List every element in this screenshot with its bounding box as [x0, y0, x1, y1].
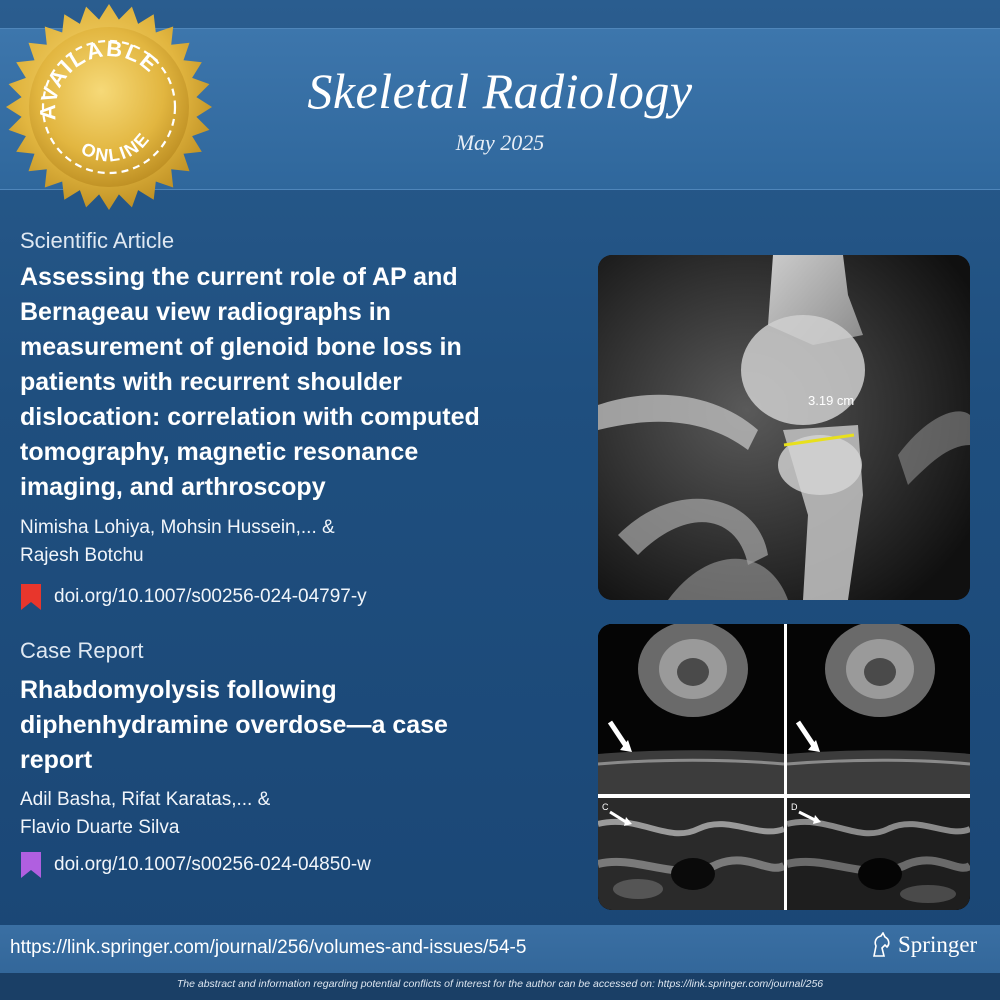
- authors-2: [20, 786, 270, 842]
- article-title-1-line: imaging, and arthroscopy: [20, 473, 326, 501]
- measurement-label: 3.19 cm: [808, 393, 855, 408]
- authors-2-line: Flavio Duarte Silva: [20, 817, 180, 838]
- issue-url-link[interactable]: https://link.springer.com/journal/256/volumes-and-issues/54-5: [10, 937, 527, 958]
- article-title-2-line: Rhabdomyolysis following: [20, 676, 337, 704]
- disclaimer-text: The abstract and information regarding potential conflicts of interest for the author can be accessed on: https://link.springer.com/journal/256: [0, 973, 1000, 1000]
- springer-logo: [868, 932, 977, 958]
- doi-link-1[interactable]: doi.org/10.1007/s00256-024-04797-y: [54, 586, 367, 607]
- panel-label-d: D: [791, 802, 798, 812]
- seal-text-top: AVAILABLE: [35, 35, 164, 121]
- doi-row-1[interactable]: [20, 584, 367, 610]
- authors-2-line: Adil Basha, Rifat Karatas,... &: [20, 789, 271, 810]
- panel-label-c: C: [602, 802, 609, 812]
- available-online-seal-icon: [4, 2, 214, 212]
- article-title-1-line: measurement of glenoid bone loss in: [20, 333, 462, 361]
- doi-row-2[interactable]: [20, 852, 371, 878]
- article-title-1-line: patients with recurrent shoulder: [20, 368, 403, 396]
- article-type-2: Case Report: [20, 638, 144, 663]
- authors-1: [20, 514, 335, 570]
- doi-link-2[interactable]: doi.org/10.1007/s00256-024-04850-w: [54, 854, 371, 875]
- article-type-1: Scientific Article: [20, 228, 175, 253]
- shoulder-xray-image: [598, 255, 970, 600]
- authors-1-line: Nimisha Lohiya, Mohsin Hussein,... &: [20, 517, 335, 538]
- issue-date: May 2025: [455, 130, 545, 155]
- journal-title: Skeletal Radiology: [307, 63, 693, 119]
- article-title-1-line: Assessing the current role of AP and: [20, 263, 458, 291]
- bookmark-icon: [20, 584, 42, 610]
- article-title-2: [20, 673, 448, 778]
- article-title-2-line: report: [20, 746, 93, 774]
- mri-panel-image: [598, 624, 970, 910]
- seal-text-bottom: ONLINE: [78, 128, 155, 166]
- publisher-name: Springer: [898, 932, 978, 957]
- article-title-2-line: diphenhydramine overdose—a case: [20, 711, 448, 739]
- bookmark-icon: [20, 852, 42, 878]
- article-title-1: [20, 260, 480, 505]
- article-title-1-line: Bernageau view radiographs in: [20, 298, 391, 326]
- springer-horse-icon: [868, 932, 894, 958]
- authors-1-line: Rajesh Botchu: [20, 545, 144, 566]
- article-title-1-line: dislocation: correlation with computed: [20, 403, 480, 431]
- article-title-1-line: tomography, magnetic resonance: [20, 438, 419, 466]
